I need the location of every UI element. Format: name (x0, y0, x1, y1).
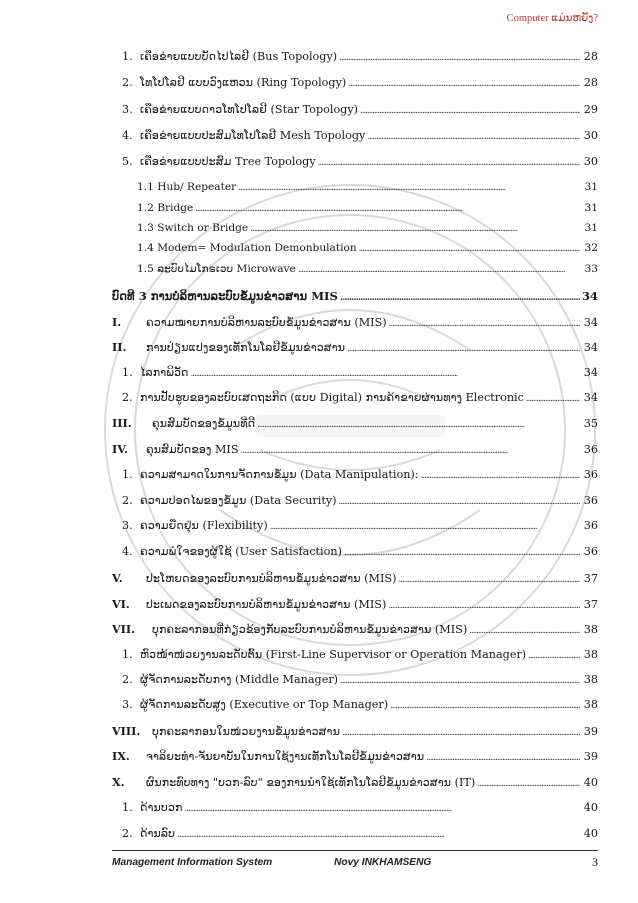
toc-entry-number: IV. (112, 442, 128, 456)
page-number: 3 (592, 855, 598, 869)
footer-book-title: Management Information System (112, 857, 273, 868)
toc-entry-page: 34 (583, 316, 598, 329)
toc-entry-page: 40 (583, 801, 598, 814)
toc-entry[interactable] (137, 221, 598, 236)
toc-dot-leader (257, 417, 580, 432)
toc-dot-leader (367, 129, 580, 144)
toc-entry-title: ເຄືອຂ່າຍແບບປະສົມ Tree Topology (140, 155, 316, 168)
toc-entry-number: 1. (122, 50, 133, 63)
toc-entry[interactable] (112, 724, 598, 740)
toc-dot-leader (398, 572, 580, 587)
toc-entry-page: 34 (583, 341, 598, 354)
toc-entry-number: 1. (122, 801, 133, 814)
toc-dot-leader (528, 648, 580, 663)
toc-entry-number: VII. (112, 622, 136, 636)
toc-entry-title: 1.4 Modem= Modulation Demonbulation (137, 242, 357, 254)
toc-entry-title: ເຄືອຂ່າຍແບບດາວໂທໂປໂລຢີ (Star Topology) (140, 103, 359, 116)
toc-entry-page: 34 (583, 366, 598, 379)
toc-entry-title: 1.5 ລະບົບໄມໂກຣເວບ Microwave (137, 263, 296, 275)
toc-dot-leader (526, 391, 580, 406)
toc-dot-leader (195, 201, 580, 216)
toc-entry-number: 3. (122, 519, 133, 532)
toc-entry-page: 29 (583, 103, 598, 116)
toc-dot-leader (250, 221, 580, 236)
toc-dot-leader (426, 750, 580, 765)
toc-entry-title: ດ້ານບວກ (140, 801, 183, 814)
toc-entry-title: ຄວາມສາມາດໃນການຈັດການຂໍ້ມູນ (Data Manipulation): (140, 468, 419, 481)
toc-entry-number: 3. (122, 103, 133, 116)
toc-entry[interactable] (137, 201, 598, 216)
toc-entry-page: 38 (583, 623, 598, 636)
toc-entry-number: I. (112, 315, 122, 329)
toc-entry-number: 1. (122, 648, 133, 661)
toc-entry-number: 3. (122, 698, 133, 711)
toc-entry-title: ບຸກຄະລາກອນທີ່ກ່ຽວຂ້ອງກັບລະບົບການບໍລິຫານຂໍ້ມູນຂ່າວສານ (MIS) (152, 623, 468, 636)
toc-entry[interactable] (112, 775, 598, 791)
toc-entry-title: ຄວາມໝາຍການບໍລິຫານລະບົບຂໍ້ມູນຂ່າວສານ (MIS) (146, 316, 387, 329)
toc-entry-page: 40 (583, 776, 598, 789)
toc-entry-number: 4. (122, 545, 133, 558)
toc-entry-page: 37 (583, 572, 598, 585)
toc-entry-page: 36 (583, 468, 598, 481)
toc-entry-number: X. (112, 775, 125, 789)
toc-entry[interactable] (112, 571, 598, 587)
toc-entry-page: 28 (583, 50, 598, 63)
toc-dot-leader (240, 443, 580, 458)
toc-entry-page: 39 (583, 725, 598, 738)
toc-entry-page: 31 (584, 222, 598, 234)
toc-entry-title: ປະເພດຂອງລະບົບການບໍລິຫານຂໍ້ມູນຂ່າວສານ (MIS) (146, 598, 387, 611)
toc-dot-leader (191, 366, 580, 381)
toc-entry-title: ການປ່ຽນແປງຂອງເທັກໂນໂລຢີຂໍ້ມູນຂ່າວສານ (146, 341, 346, 354)
toc-entry-title: ຫົວໜ້າໜ່ວຍງານລະດັບຕົ້ນ (First-Line Supervisor or Operation Manager) (140, 648, 527, 661)
toc-dot-leader (340, 673, 580, 688)
toc-entry-title: ຄຸນສົມບັດຂອງຂໍ້ມູນທີ່ດີ (152, 417, 256, 430)
toc-entry-number: II. (112, 340, 127, 354)
toc-entry-page: 36 (583, 545, 598, 558)
toc-entry-page: 34 (581, 289, 598, 303)
toc-dot-leader (238, 180, 580, 195)
toc-dot-leader (477, 776, 580, 791)
toc-dot-leader (344, 545, 580, 560)
toc-entry-page: 33 (584, 263, 598, 275)
toc-entry[interactable] (112, 597, 598, 613)
toc-entry-number: 1. (122, 468, 133, 481)
toc-entry-page: 40 (583, 827, 598, 840)
toc-entry[interactable] (122, 391, 598, 406)
toc-entry[interactable] (137, 262, 598, 277)
toc-dot-leader (184, 801, 580, 816)
toc-entry[interactable] (112, 416, 598, 432)
footer-author: Novy INKHAMSENG (334, 857, 432, 868)
toc-entry[interactable] (122, 673, 598, 688)
toc-entry[interactable] (122, 103, 598, 118)
toc-entry-number: 2. (122, 76, 133, 89)
toc-entry-number: IX. (112, 749, 130, 763)
toc-entry[interactable] (122, 76, 598, 91)
toc-entry-title: 1.1 Hub/ Repeater (137, 181, 237, 193)
toc-entry-title: ການປັບຮູບຂອງລະບົບເສດຖະກິດ (ແບບ Digital) ການຄ້າຂາຍຜ່ານທາງ Electronic (140, 391, 524, 404)
toc-entry-number: 5. (122, 155, 133, 168)
toc-dot-leader (347, 341, 580, 356)
toc-entry[interactable] (122, 494, 598, 509)
toc-entry-title: ເຄືອຂ່າຍແບບບັດໄປໄລຢີ (Bus Topology) (140, 50, 338, 63)
toc-entry-title: ບຸກຄະລາກອນໃນໜ່ວຍງານຂໍ້ມູນຂ່າວສານ (152, 725, 340, 738)
toc-entry-page: 36 (583, 494, 598, 507)
toc-entry[interactable] (112, 315, 598, 331)
toc-entry-title: ຜົນກະທົບທາງ "ບວກ-ລົບ" ຂອງການນຳໃຊ້ເທັກໂນໂລຢີຂໍ້ມູນຂ່າວສານ (IT) (146, 776, 476, 789)
toc-entry-number: 2. (122, 827, 133, 840)
toc-entry-page: 37 (583, 598, 598, 611)
toc-entry-page: 39 (583, 750, 598, 763)
toc-entry-page: 38 (583, 673, 598, 686)
toc-entry-page: 36 (583, 443, 598, 456)
toc-entry-page: 38 (583, 648, 598, 661)
toc-entry-number: 4. (122, 129, 133, 142)
toc-entry-title: ຄວາມຍືດຢຸ່ນ (Flexibility) (140, 519, 268, 532)
toc-dot-leader (177, 827, 580, 842)
toc-dot-leader (390, 698, 580, 713)
toc-entry[interactable] (122, 366, 598, 381)
toc-entry-number: III. (112, 416, 132, 430)
toc-entry[interactable] (112, 340, 598, 356)
toc-entry[interactable] (122, 801, 598, 816)
toc-entry[interactable] (122, 50, 598, 65)
toc-entry-title: 1.3 Switch or Bridge (137, 222, 249, 234)
toc-entry[interactable] (122, 519, 598, 534)
toc-entry-title: ປະໂຫຍດຂອງລະບົບການບໍລິຫານຂໍ້ມູນຂ່າວສານ (MIS) (146, 572, 397, 585)
toc-entry[interactable] (112, 442, 598, 458)
toc-entry-page: 36 (583, 519, 598, 532)
toc-dot-leader (298, 262, 580, 277)
toc-entry-title: ຜູ້ຈັດການລະດັບກາງ (Middle Manager) (140, 673, 339, 686)
toc-entry-page: 28 (583, 76, 598, 89)
toc-dot-leader (339, 494, 580, 509)
toc-dot-leader (348, 76, 580, 91)
running-header: Computer ແມ່ນຫຍັງ? (506, 13, 598, 24)
toc-dot-leader (318, 155, 580, 170)
toc-entry-page: 30 (583, 129, 598, 142)
toc-entry[interactable] (137, 241, 598, 256)
toc-entry[interactable] (112, 289, 598, 305)
toc-entry-title: ໂທໂປໂລຢີ ແບບວົງແຫວນ (Ring Topology) (140, 76, 347, 89)
toc-entry-title: ຄວາມປອດໄພຂອງຂໍ້ມູນ (Data Security) (140, 494, 337, 507)
toc-entry-title: ຄຸນສົມບັດຂອງ MIS (146, 443, 239, 456)
toc-entry-number: 2. (122, 391, 133, 404)
toc-entry-number: V. (112, 571, 123, 585)
toc-entry-title: ຈາລິຍະທຳ-ຈັນຍາບັນໃນການໃຊ້ງານເທັກໂນໂລຢີຂໍ້ມູນຂ່າວສານ (146, 750, 425, 763)
toc-dot-leader (270, 519, 580, 534)
toc-entry-page: 30 (583, 155, 598, 168)
toc-dot-leader (339, 50, 580, 65)
toc-dot-leader (389, 316, 580, 331)
toc-entry-title: ດ້ານລົບ (140, 827, 176, 840)
toc-dot-leader (469, 623, 580, 638)
toc-dot-leader (421, 468, 580, 483)
toc-entry-title: ໄລກາພິວັດ (140, 366, 189, 379)
toc-entry[interactable] (137, 180, 598, 195)
toc-dot-leader (359, 241, 580, 256)
toc-entry-page: 31 (584, 202, 598, 214)
toc-entry-page: 34 (583, 391, 598, 404)
toc-entry[interactable] (122, 698, 598, 713)
toc-entry-page: 32 (584, 242, 598, 254)
toc-dot-leader (342, 725, 580, 740)
toc-entry-page: 35 (583, 417, 598, 430)
toc-dot-leader (360, 103, 580, 118)
toc-entry-number: VIII. (112, 724, 141, 738)
toc-entry-number: VI. (112, 597, 130, 611)
toc-entry-title: 1.2 Bridge (137, 202, 194, 214)
toc-entry-title: ເຄືອຂ່າຍແບບປະສົມໂທໂປໂລຢີ Mesh Topology (140, 129, 366, 142)
toc-entry[interactable] (122, 648, 598, 663)
toc-entry-number: 2. (122, 494, 133, 507)
toc-entry[interactable] (122, 129, 598, 144)
toc-entry-page: 38 (583, 698, 598, 711)
toc-entry[interactable] (122, 155, 598, 170)
toc-entry[interactable] (112, 749, 598, 765)
toc-entry-title: ຜູ້ຈັດການລະດັບສູງ (Executive or Top Manager) (140, 698, 389, 711)
toc-entry-number: 2. (122, 673, 133, 686)
toc-dot-leader (388, 598, 580, 613)
toc-entry-title: ຄວາມພໍໃຈຂອງຜູ້ໃຊ້ (User Satisfaction) (140, 545, 342, 558)
toc-entry-title: ບົດທີ 3 ການບໍລິຫານລະບົບຂໍ້ມູນຂ່າວສານ MIS (112, 289, 338, 303)
toc-entry[interactable] (112, 622, 598, 638)
toc-dot-leader (340, 289, 580, 305)
toc-entry[interactable] (122, 468, 598, 483)
toc-entry-page: 31 (584, 181, 598, 193)
footer-rule (112, 850, 598, 851)
toc-entry[interactable] (122, 545, 598, 560)
toc-entry-number: 1. (122, 366, 133, 379)
toc-entry[interactable] (122, 827, 598, 842)
